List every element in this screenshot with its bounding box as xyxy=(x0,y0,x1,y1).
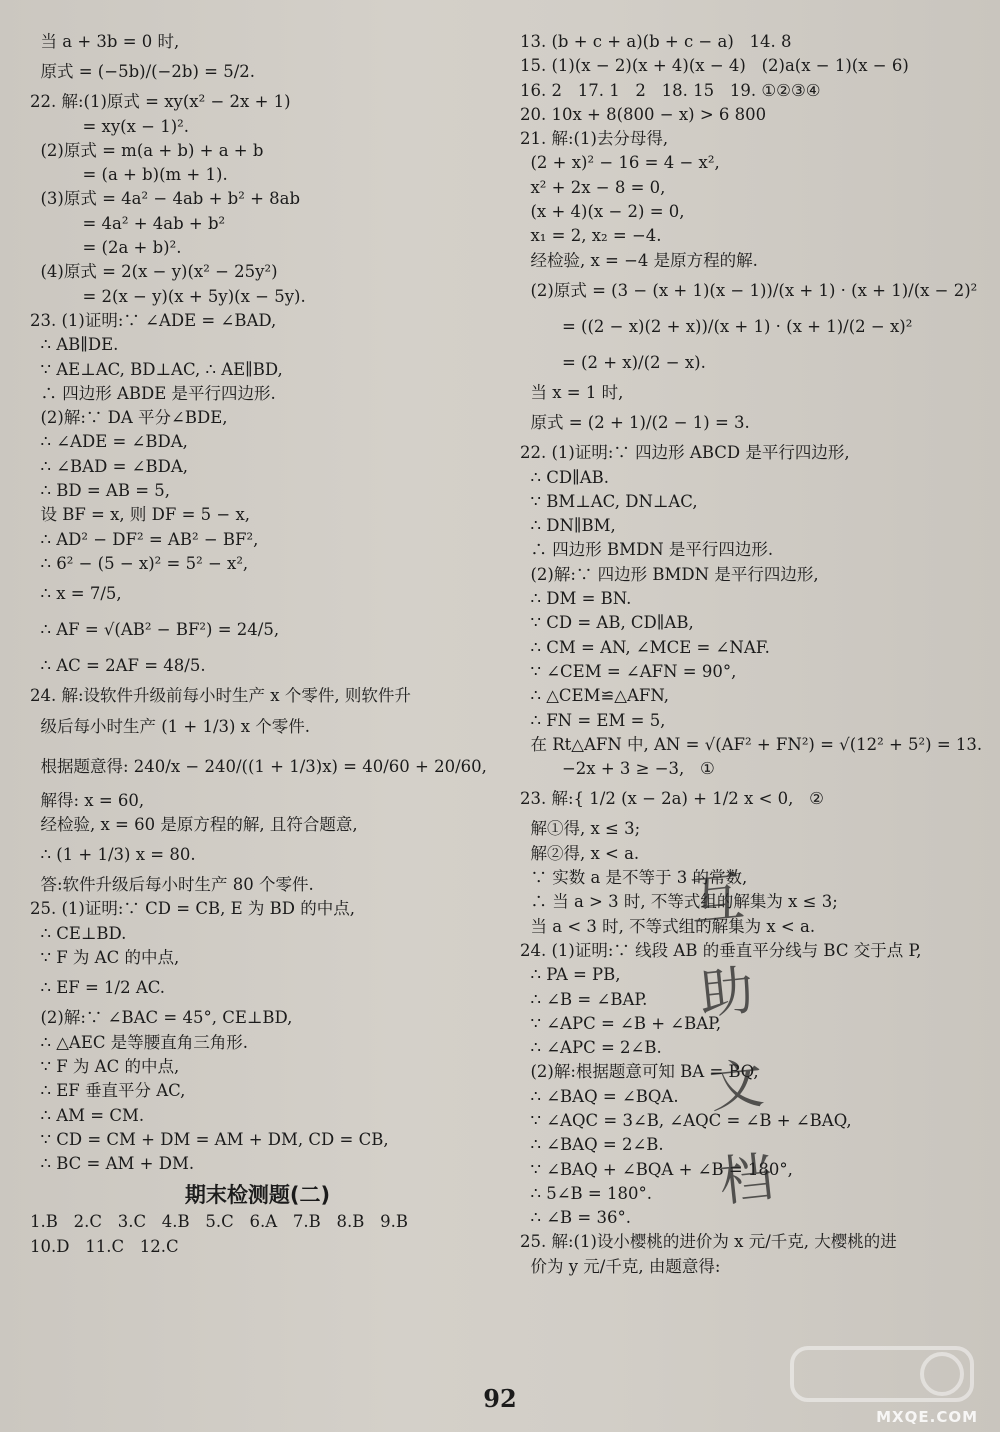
text-line: 经检验, x = −4 是原方程的解. xyxy=(520,250,758,270)
text-line: x² + 2x − 8 = 0, xyxy=(520,177,666,197)
text-line: 解②得, x < a. xyxy=(520,843,640,863)
text-line: ∴ 6² − (5 − x)² = 5² − x², xyxy=(30,553,249,573)
text-line: ∵ ∠AQC = 3∠B, ∠AQC = ∠B + ∠BAQ, xyxy=(520,1110,852,1130)
text-line: 当 a + 3b = 0 时, xyxy=(30,32,180,51)
text-line: 价为 y 元/千克, 由题意得: xyxy=(520,1256,721,1276)
text-line: ∴ ∠ADE = ∠BDA, xyxy=(30,432,188,452)
text-line: 解得: x = 60, xyxy=(30,790,145,810)
text-line: ∴ 四边形 BMDN 是平行四边形. xyxy=(520,540,774,560)
text-line: 级后每小时生产 (1 + 1/3) x 个零件. xyxy=(30,716,311,736)
text-line: = (a + b)(m + 1). xyxy=(30,165,228,185)
text-line: 设 BF = x, 则 DF = 5 − x, xyxy=(30,505,251,525)
text-line: ∴ ∠B = 36°. xyxy=(520,1208,631,1228)
text-line: (2)解:根据题意可知 BA = BQ, xyxy=(520,1062,759,1082)
text-line: 在 Rt△AFN 中, AN = √(AF² + FN²) = √(12² + 5²) = 13. xyxy=(520,734,983,754)
text-line: = (2a + b)². xyxy=(30,238,182,258)
text-line: 22. 解:(1)原式 = xy(x² − 2x + 1) xyxy=(30,92,291,112)
text-line: ∴ AF = √(AB² − BF²) = 24/5, xyxy=(30,620,280,640)
text-line: 经检验, x = 60 是原方程的解, 且符合题意, xyxy=(30,814,358,834)
text-line: (2)解:∵ DA 平分∠BDE, xyxy=(30,408,228,428)
text-line: (x + 4)(x − 2) = 0, xyxy=(520,202,685,222)
text-line: = (2 + x)/(2 − x). xyxy=(520,352,706,372)
section-title: 期末检测题(二) xyxy=(184,1183,331,1208)
text-line: ∴ AC = 2AF = 48/5. xyxy=(30,656,206,676)
text-line: ∴ AM = CM. xyxy=(30,1105,145,1125)
text-line: 15. (1)(x − 2)(x + 4)(x − 4) (2)a(x − 1)(x − 6) xyxy=(520,56,909,76)
text-line: 23. (1)证明:∵ ∠ADE = ∠BAD, xyxy=(30,310,277,330)
text-line: (2)原式 = (3 − (x + 1)(x − 1))/(x + 1) · (x + 1)/(x − 2)² xyxy=(520,280,978,300)
text-line: (4)原式 = 2(x − y)(x² − 25y²) xyxy=(30,262,278,282)
text-line: (2 + x)² − 16 = 4 − x², xyxy=(520,153,720,173)
text-line: ∴ DM = BN. xyxy=(520,589,632,609)
text-line: 21. 解:(1)去分母得, xyxy=(520,129,669,149)
text-line: ∴ (1 + 1/3) x = 80. xyxy=(30,845,196,865)
text-line: ∴ ∠BAD = ∠BDA, xyxy=(30,456,188,476)
text-line: = xy(x − 1)². xyxy=(30,116,189,136)
text-line: 13. (b + c + a)(b + c − a) 14. 8 xyxy=(520,32,792,51)
text-line: ∵ CD = AB, CD∥AB, xyxy=(520,613,694,633)
left-column xyxy=(30,30,485,1259)
text-line: (3)原式 = 4a² − 4ab + b² + 8ab xyxy=(30,189,301,209)
text-line: −2x + 3 ≥ −3, ① xyxy=(520,759,715,779)
handwritten-char: 文 xyxy=(706,1051,767,1121)
text-line: 24. (1)证明:∵ 线段 AB 的垂直平分线与 BC 交于点 P, xyxy=(520,940,922,960)
text-line: 原式 = (−5b)/(−2b) = 5/2. xyxy=(30,62,255,82)
text-line: ∴ BD = AB = 5, xyxy=(30,481,171,501)
text-line: = 4a² + 4ab + b² xyxy=(30,213,226,233)
text-line: 24. 解:设软件升级前每小时生产 x 个零件, 则软件升 xyxy=(30,686,411,706)
text-line: 16. 2 17. 1 2 18. 15 19. ①②③④ xyxy=(520,80,821,100)
text-line: ∴ CE⊥BD. xyxy=(30,923,127,943)
text-line: 原式 = (2 + 1)/(2 − 1) = 3. xyxy=(520,413,750,433)
text-line: ∵ CD = CM + DM = AM + DM, CD = CB, xyxy=(30,1129,389,1149)
page-number: 92 xyxy=(483,1384,517,1413)
text-line: ∴ PA = PB, xyxy=(520,965,621,985)
text-line: ∴ ∠BAQ = 2∠B. xyxy=(520,1135,664,1155)
text-line: 22. (1)证明:∵ 四边形 ABCD 是平行四边形, xyxy=(520,443,850,463)
text-line: ∵ F 为 AC 的中点, xyxy=(30,948,180,968)
text-line: ∴ BC = AM + DM. xyxy=(30,1154,195,1174)
text-line: ∴ EF = 1/2 AC. xyxy=(30,978,166,998)
text-line: 解①得, x ≤ 3; xyxy=(520,819,641,839)
text-line: ∵ ∠APC = ∠B + ∠BAP, xyxy=(520,1013,722,1033)
text-line: (2)原式 = m(a + b) + a + b xyxy=(30,140,264,160)
text-line: ∵ F 为 AC 的中点, xyxy=(30,1056,180,1076)
handwritten-char: 档 xyxy=(716,1145,777,1214)
text-line: ∵ AE⊥AC, BD⊥AC, ∴ AE∥BD, xyxy=(30,359,283,379)
text-line: ∴ x = 7/5, xyxy=(30,584,122,604)
text-line: ∴ ∠APC = 2∠B. xyxy=(520,1038,662,1058)
text-line: ∴ AB∥DE. xyxy=(30,335,119,355)
answers-line-2: 10.D 11.C 12.C xyxy=(30,1236,179,1256)
text-line: 25. 解:(1)设小樱桃的进价为 x 元/千克, 大樱桃的进 xyxy=(520,1232,897,1252)
text-line: ∴ △CEM≌△AFN, xyxy=(520,686,669,706)
text-line: 当 a < 3 时, 不等式组的解集为 x < a. xyxy=(520,916,816,936)
text-line: 20. 10x + 8(800 − x) > 6 800 xyxy=(520,104,767,124)
text-line: 23. 解:{ 1/2 (x − 2a) + 1/2 x < 0, ② xyxy=(520,789,824,809)
text-line: ∴ CD∥AB. xyxy=(520,467,609,487)
text-line: ∴ ∠B = ∠BAP. xyxy=(520,989,648,1009)
text-line: 25. (1)证明:∵ CD = CB, E 为 BD 的中点, xyxy=(30,899,355,919)
text-line: x₁ = 2, x₂ = −4. xyxy=(520,226,662,246)
text-line: ∵ ∠BAQ + ∠BQA + ∠B = 180°, xyxy=(520,1159,793,1179)
text-line: (2)解:∵ ∠BAC = 45°, CE⊥BD, xyxy=(30,1008,293,1028)
text-line: = 2(x − y)(x + 5y)(x − 5y). xyxy=(30,286,306,306)
text-line: 答:软件升级后每小时生产 80 个零件. xyxy=(30,875,314,895)
text-line: (2)解:∵ 四边形 BMDN 是平行四边形, xyxy=(520,564,819,584)
text-line: 当 x = 1 时, xyxy=(520,382,624,402)
text-line: ∴ FN = EM = 5, xyxy=(520,710,666,730)
text-line: ∴ AD² − DF² = AB² − BF², xyxy=(30,529,259,549)
text-line: ∴ △AEC 是等腰直角三角形. xyxy=(30,1032,248,1052)
answers-line-1: 1.B 2.C 3.C 4.B 5.C 6.A 7.B 8.B 9.B xyxy=(30,1212,408,1232)
text-line: ∴ CM = AN, ∠MCE = ∠NAF. xyxy=(520,637,770,657)
text-line: ∴ ∠BAQ = ∠BQA. xyxy=(520,1086,679,1106)
text-line: ∴ EF 垂直平分 AC, xyxy=(30,1081,186,1101)
text-line: ∴ 四边形 ABDE 是平行四边形. xyxy=(30,383,276,403)
text-line: = ((2 − x)(2 + x))/(x + 1) · (x + 1)/(2 − x)² xyxy=(520,316,913,336)
text-line: ∵ 实数 a 是不等于 3 的常数, xyxy=(520,868,748,888)
handwritten-char: 互 xyxy=(686,864,747,934)
text-line: ∵ ∠CEM = ∠AFN = 90°, xyxy=(520,661,737,681)
handwritten-char: 助 xyxy=(696,958,757,1027)
left-lines xyxy=(30,30,485,1176)
watermark-text: MXQE.COM xyxy=(876,1408,978,1426)
text-line: ∴ 当 a > 3 时, 不等式组的解集为 x ≤ 3; xyxy=(520,892,838,912)
text-line: ∵ BM⊥AC, DN⊥AC, xyxy=(520,491,698,511)
text-line: ∴ DN∥BM, xyxy=(520,516,616,536)
text-line: ∴ 5∠B = 180°. xyxy=(520,1183,652,1203)
text-line: 根据题意得: 240/x − 240/((1 + 1/3)x) = 40/60 + 20/60, xyxy=(30,756,487,776)
